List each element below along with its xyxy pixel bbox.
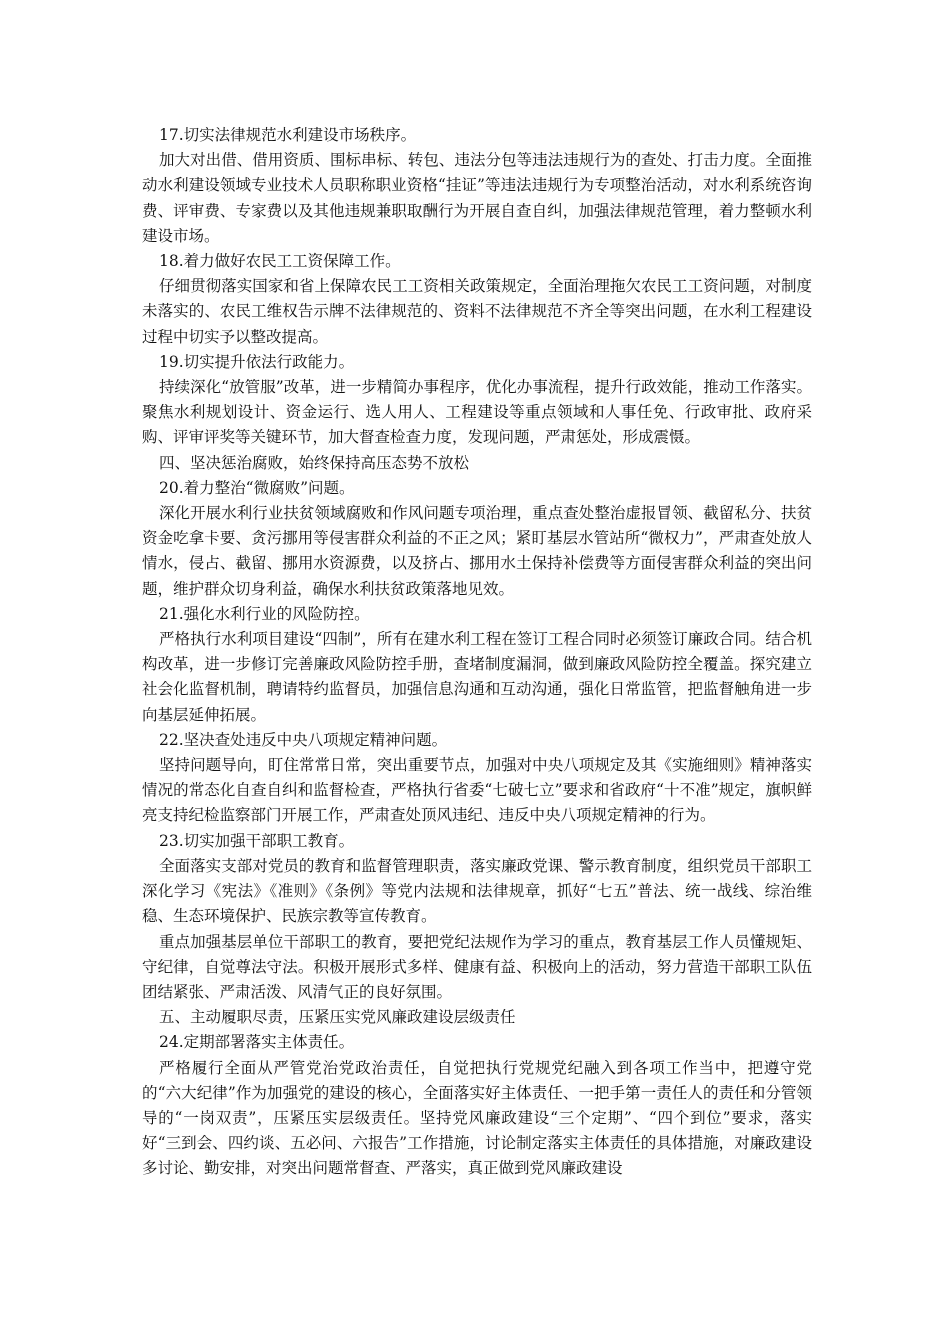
section-heading: 23.切实加强干部职工教育。 [159, 831, 355, 850]
document-body [142, 123, 812, 1182]
chapter-heading: 五、主动履职尽责，压紧压实党风廉政建设层级责任 [159, 1008, 516, 1027]
paragraph: 全面落实支部对党员的教育和监督管理职责，落实廉政党课、警示教育制度，组织党员干部职工深化学习《宪法》《准则》《条例》等党内法规和法律规章，抓好“七五”普法、统一战线、综治维稳、生态环境保护、民族宗教等宣传教育。 [142, 856, 812, 926]
paragraph: 仔细贯彻落实国家和省上保障农民工工资相关政策规定，全面治理拖欠农民工工资问题，对制度未落实的、农民工维权告示牌不法律规范的、资料不法律规范不齐全等突出问题，在水利工程建设过程中切实予以整改提高。 [142, 277, 812, 346]
section-heading: 24.定期部署落实主体责任。 [159, 1033, 355, 1052]
paragraph: 持续深化“放管服”改革，进一步精简办事程序，优化办事流程，提升行政效能，推动工作落实。聚焦水利规划设计、资金运行、选人用人、工程建设等重点领域和人事任免、行政审批、政府采购、评审评奖等关键环节，加大督查检查力度，发现问题，严肃惩处，形成震慑。 [142, 378, 812, 447]
section-heading: 19.切实提升依法行政能力。 [159, 352, 355, 371]
section-heading: 18.着力做好农民工工资保障工作。 [159, 252, 401, 271]
section-heading: 22.坚决查处违反中央八项规定精神问题。 [159, 730, 448, 749]
paragraph: 深化开展水利行业扶贫领域腐败和作风问题专项治理，重点查处整治虚报冒领、截留私分、扶贫资金吃拿卡要、贪污挪用等侵害群众利益的不正之风；紧盯基层水管站所“微权力”，严肃查处放人情水，侵占、截留、挪用水资源费，以及挤占、挪用水土保持补偿费等方面侵害群众利益的突出问题，维护群众切身利益，确保水利扶贫政策落地见效。 [142, 504, 812, 598]
section-heading: 20.着力整治“微腐败”问题。 [159, 478, 355, 497]
paragraph: 加大对出借、借用资质、围标串标、转包、违法分包等违法违规行为的查处、打击力度。全面推动水利建设领域专业技术人员职称职业资格“挂证”等违法违规行为专项整治活动，对水利系统咨询费、评审费、专家费以及其他违规兼职取酬行为开展自查自纠，加强法律规范管理，着力整顿水利建设市场。 [142, 151, 812, 245]
paragraph: 严格执行水利项目建设“四制”，所有在建水利工程在签订工程合同时必须签订廉政合同。结合机构改革，进一步修订完善廉政风险防控手册，查堵制度漏洞，做到廉政风险防控全覆盖。探究建立社会化监督机制，聘请特约监督员，加强信息沟通和互动沟通，强化日常监管，把监督触角进一步向基层延伸拓展。 [142, 630, 812, 724]
chapter-heading: 四、坚决惩治腐败，始终保持高压态势不放松 [159, 453, 470, 472]
paragraph: 坚持问题导向，盯住常常日常，突出重要节点，加强对中央八项规定及其《实施细则》精神落实情况的常态化自查自纠和监督检查，严格执行省委“七破七立”要求和省政府“十不准”规定，旗帜鲜亮支持纪检监察部门开展工作，严肃查处顶风违纪、违反中央八项规定精神的行为。 [142, 756, 812, 825]
paragraph: 重点加强基层单位干部职工的教育，要把党纪法规作为学习的重点，教育基层工作人员懂规矩、守纪律，自觉尊法守法。积极开展形式多样、健康有益、积极向上的活动，努力营造干部职工队伍团结紧张、严肃活泼、风清气正的良好氛围。 [142, 932, 812, 1001]
paragraph: 严格履行全面从严管党治党政治责任，自觉把执行党规党纪融入到各项工作当中，把遵守党的“六大纪律”作为加强党的建设的核心，全面落实好主体责任、一把手第一责任人的责任和分管领导的“一岗双责”，压紧压实层级责任。坚持党风廉政建设“三个定期”、“四个到位”要求，落实好“三到会、四约谈、五必问、六报告”工作措施，讨论制定落实主体责任的具体措施，对廉政建设多讨论、勤安排，对突出问题常督查、严落实，真正做到党风廉政建设 [142, 1058, 812, 1178]
section-heading: 17.切实法律规范水利建设市场秩序。 [159, 126, 417, 144]
section-heading: 21.强化水利行业的风险防控。 [159, 604, 370, 623]
